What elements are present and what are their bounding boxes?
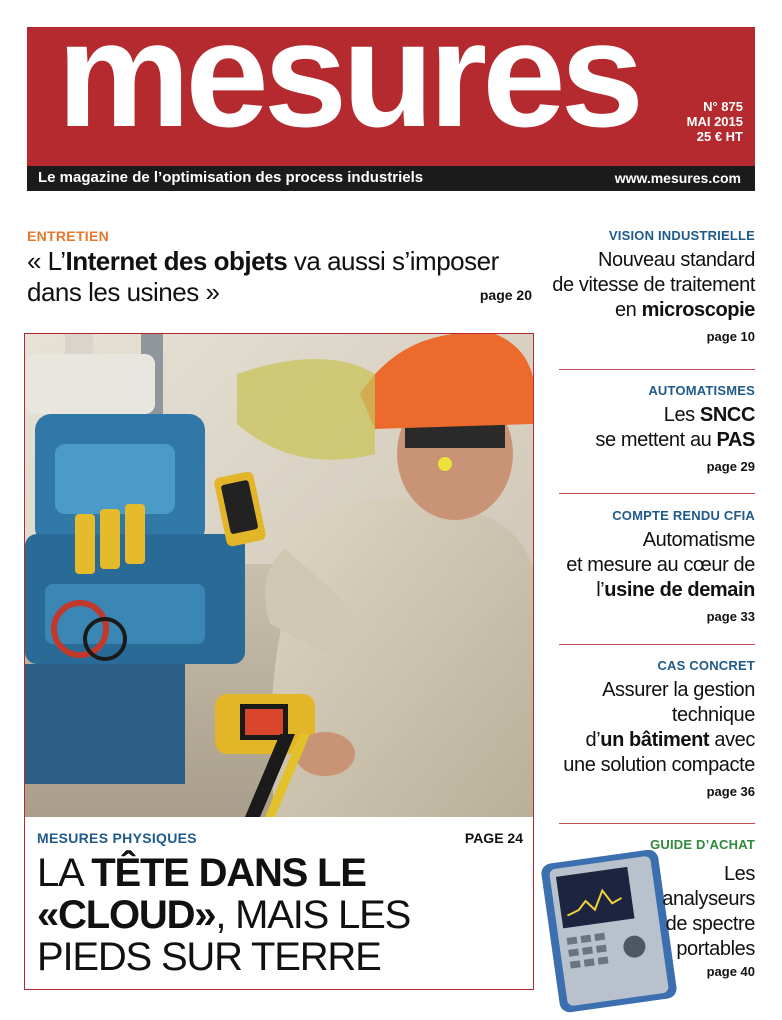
top-feature-page: page 20 (479, 287, 532, 303)
main-feature[interactable] (24, 333, 534, 990)
masthead (27, 0, 755, 166)
sidebar-item-guide-achat[interactable] (605, 837, 755, 979)
cas-title (535, 678, 755, 778)
auto-t1a: Les (663, 404, 700, 426)
cas-title-line: technique (671, 704, 755, 726)
cfia-t3a: l’ (596, 579, 605, 601)
cfia-title-line (535, 578, 755, 603)
cfia-kicker: COMPTE RENDU CFIA (612, 508, 755, 523)
guide-kicker: GUIDE D’ACHAT (650, 837, 755, 852)
tagline: Le magazine de l’optimisation des process industriels (38, 169, 424, 186)
main-feature-kicker: MESURES PHYSIQUES (37, 830, 197, 846)
vision-t3b: microscopie (641, 299, 755, 321)
main-headline-b: , MAIS LES PIEDS SUR TERRE (37, 893, 411, 979)
cas-page: page 36 (706, 784, 755, 799)
headline-rest: va aussi s’imposer dans les usines » (27, 246, 499, 307)
website-link[interactable]: www.mesures.com (614, 170, 741, 186)
cas-title-line (535, 728, 755, 753)
main-feature-headline (37, 852, 527, 978)
sidebar-item-automatismes[interactable] (535, 383, 755, 474)
vision-title-line (535, 298, 755, 323)
auto-title-line (535, 428, 755, 453)
guide-title-line: portables (676, 938, 755, 960)
tagline-bar (27, 166, 755, 191)
main-headline-a: LA (37, 851, 92, 895)
cover-photo (25, 334, 533, 817)
main-headline-bold: TÊTE DANS LE «CLOUD» (37, 851, 366, 937)
guide-title-line: analyseurs (662, 888, 755, 910)
vision-title (535, 248, 755, 323)
vision-title-line: de vitesse de traitement (552, 274, 755, 296)
sidebar-divider (559, 644, 755, 645)
issue-number: N° 875 (703, 99, 743, 114)
cas-title-line: une solution compacte (563, 754, 755, 776)
cas-t3a: d’ (585, 729, 601, 751)
sidebar-item-vision[interactable] (535, 228, 755, 344)
auto-t1b: SNCC (699, 404, 755, 426)
top-feature-headline[interactable] (27, 246, 507, 308)
top-feature-kicker: ENTRETIEN (27, 228, 110, 244)
guide-page: page 40 (706, 964, 755, 979)
sidebar-item-cfia[interactable] (535, 508, 755, 624)
vision-page: page 10 (706, 329, 755, 344)
headline-open: « L’ (27, 246, 66, 276)
vision-kicker: VISION INDUSTRIELLE (608, 228, 755, 243)
issue-price: 25 € HT (696, 129, 743, 144)
sidebar-item-cas-concret[interactable] (535, 658, 755, 799)
auto-title-line (535, 403, 755, 428)
sidebar-divider (559, 369, 755, 370)
cfia-title (535, 528, 755, 603)
sidebar-divider (559, 493, 755, 494)
vision-title-line: Nouveau standard (597, 249, 755, 271)
guide-title-line: de spectre (665, 913, 755, 935)
cas-t3b: un bâtiment (600, 729, 710, 751)
main-feature-page: PAGE 24 (464, 830, 523, 846)
issue-info (687, 99, 743, 144)
cas-title-line: Assurer la gestion (602, 679, 755, 701)
auto-t2b: PAS (716, 429, 755, 451)
cas-kicker: CAS CONCRET (657, 658, 755, 673)
auto-page: page 29 (706, 459, 755, 474)
auto-title (535, 403, 755, 453)
cfia-title-line: Automatisme (642, 529, 755, 551)
magazine-logo: mesures (57, 0, 640, 158)
sidebar-divider (559, 823, 755, 824)
auto-t2a: se mettent au (595, 429, 717, 451)
guide-title (605, 862, 755, 962)
auto-kicker: AUTOMATISMES (648, 383, 755, 398)
cfia-title-line: et mesure au cœur de (566, 554, 755, 576)
cfia-page: page 33 (706, 609, 755, 624)
vision-t3a: en (614, 299, 642, 321)
headline-bold: Internet des objets (65, 246, 288, 276)
cas-t3c: avec (709, 729, 755, 751)
guide-title-line: Les (723, 863, 755, 885)
cfia-t3b: usine de demain (604, 579, 755, 601)
issue-date: MAI 2015 (686, 114, 743, 129)
